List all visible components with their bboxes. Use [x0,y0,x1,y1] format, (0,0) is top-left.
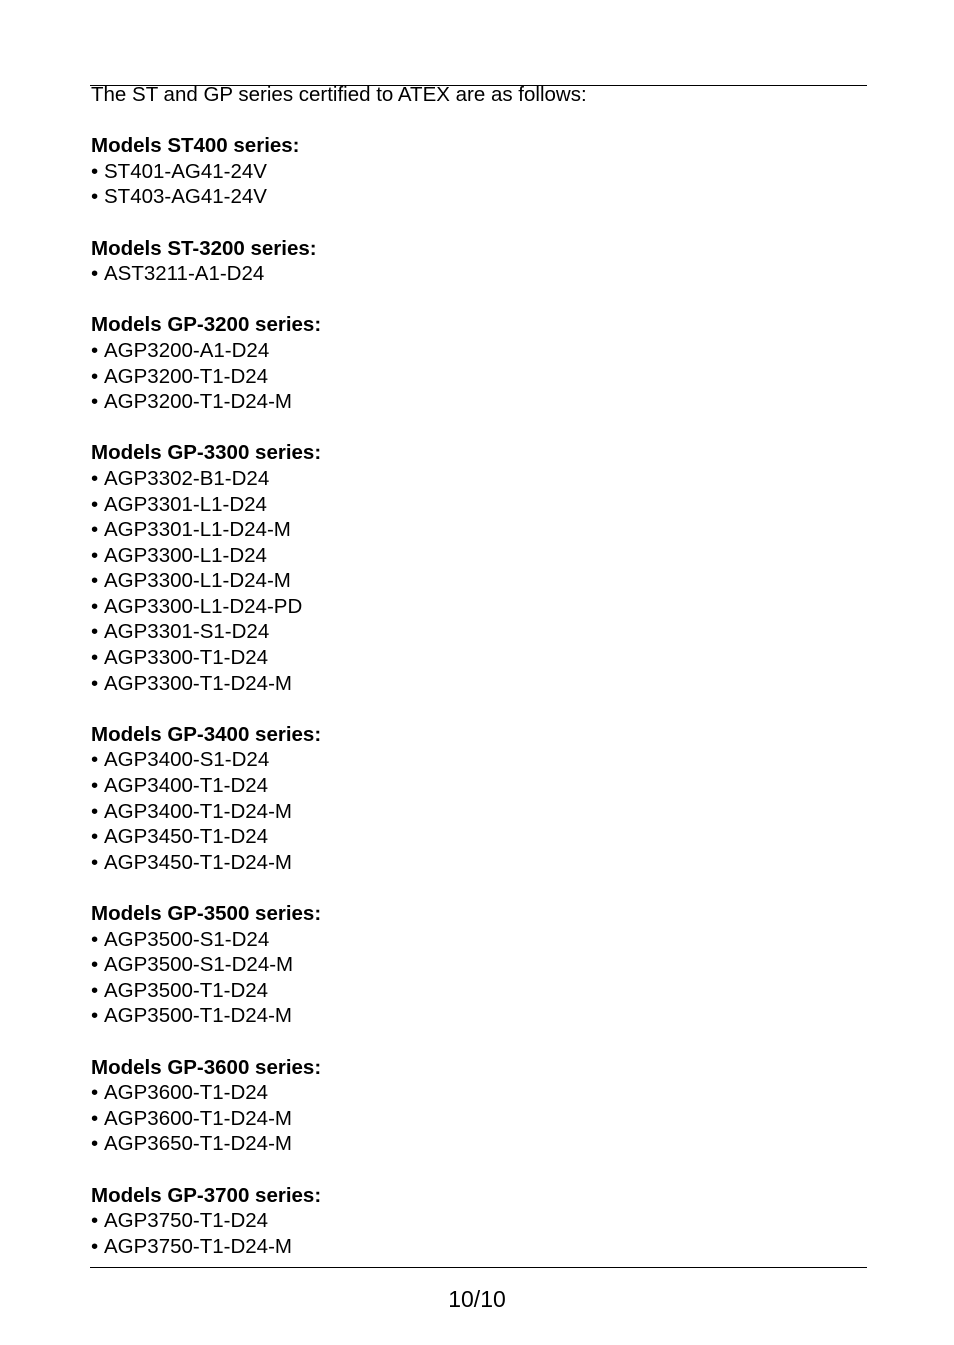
model-name: AGP3301-S1-D24 [104,620,270,644]
model-name: AGP3300-L1-D24-M [104,569,291,593]
model-name: AGP3500-T1-D24 [104,978,269,1002]
model-name: AGP3300-L1-D24-PD [104,594,303,618]
model-name: ST401-AG41-24V [104,159,267,183]
model-item [91,338,861,364]
bullet-icon: • [91,466,99,490]
model-item [91,1208,861,1234]
bullet-icon: • [91,671,99,695]
model-list [91,338,861,415]
section-heading: Models GP-3400 series: [91,722,322,746]
model-name: AGP3400-T1-D24 [104,774,269,798]
section-heading: Models ST400 series: [91,134,300,158]
model-name: AGP3400-S1-D24 [104,748,270,772]
model-name: AGP3200-A1-D24 [104,338,270,362]
model-item [91,261,861,287]
model-item [91,747,861,773]
model-item [91,466,861,492]
section-heading: Models ST-3200 series: [91,236,317,260]
model-item [91,645,861,671]
bullet-icon: • [91,748,99,772]
bullet-icon: • [91,1234,99,1258]
model-list [91,159,861,210]
model-section [91,312,861,414]
model-sections [91,133,861,1259]
bullet-icon: • [91,953,99,977]
model-item [91,568,861,594]
model-name: AGP3302-B1-D24 [104,466,270,490]
bullet-icon: • [91,1132,99,1156]
bullet-icon: • [91,185,99,209]
intro-text: The ST and GP series certified to ATEX are as follows: [91,83,587,106]
model-name: AGP3450-T1-D24 [104,825,269,849]
bullet-icon: • [91,1081,99,1105]
model-item [91,671,861,697]
bullet-icon: • [91,262,99,286]
bullet-icon: • [91,518,99,542]
model-section [91,722,861,876]
model-section [91,133,861,210]
model-item [91,824,861,850]
bullet-icon: • [91,338,99,362]
bullet-icon: • [91,594,99,618]
footer-rule [90,1267,867,1268]
model-list [91,261,861,287]
model-item [91,492,861,518]
model-item [91,799,861,825]
model-section [91,901,861,1029]
model-name: AGP3200-T1-D24 [104,364,269,388]
section-heading: Models GP-3300 series: [91,441,322,465]
model-name: AGP3650-T1-D24-M [104,1132,292,1156]
model-item [91,978,861,1004]
model-name: AGP3400-T1-D24-M [104,799,292,823]
model-name: AGP3300-T1-D24 [104,646,269,670]
model-name: AGP3600-T1-D24-M [104,1106,292,1130]
model-name: ST403-AG41-24V [104,185,267,209]
model-list [91,1080,861,1157]
model-list [91,927,861,1029]
model-item [91,1106,861,1132]
bullet-icon: • [91,543,99,567]
model-name: AGP3500-S1-D24-M [104,953,294,977]
model-name: AGP3200-T1-D24-M [104,390,292,414]
model-item [91,184,861,210]
bullet-icon: • [91,774,99,798]
model-item [91,952,861,978]
model-name: AGP3750-T1-D24-M [104,1234,292,1258]
model-item [91,543,861,569]
section-heading: Models GP-3500 series: [91,902,322,925]
section-heading: Models GP-3600 series: [91,1055,322,1079]
bullet-icon: • [91,159,99,183]
model-name: AGP3750-T1-D24 [104,1209,269,1233]
model-item [91,159,861,185]
bullet-icon: • [91,364,99,388]
bullet-icon: • [91,1209,99,1233]
model-list [91,747,861,875]
bullet-icon: • [91,799,99,823]
bullet-icon: • [91,927,99,951]
model-section [91,236,861,287]
bullet-icon: • [91,1106,99,1130]
model-name: AGP3500-T1-D24-M [104,1004,292,1028]
page-number: 10/10 [448,1286,506,1312]
model-section [91,440,861,696]
document-body [91,82,861,1259]
model-name: AGP3450-T1-D24-M [104,850,292,874]
model-section [91,1055,861,1157]
model-name: AGP3500-S1-D24 [104,927,270,951]
model-list [91,1208,861,1259]
model-name: AGP3301-L1-D24 [104,492,267,516]
model-item [91,1234,861,1260]
bullet-icon: • [91,850,99,874]
model-item [91,927,861,953]
bullet-icon: • [91,978,99,1002]
model-item [91,1080,861,1106]
bullet-icon: • [91,1004,99,1028]
bullet-icon: • [91,390,99,414]
bullet-icon: • [91,569,99,593]
bullet-icon: • [91,825,99,849]
model-name: AGP3301-L1-D24-M [104,518,291,542]
bullet-icon: • [91,620,99,644]
model-name: AGP3600-T1-D24 [104,1081,269,1105]
model-item [91,517,861,543]
model-name: AST3211-A1-D24 [104,262,265,286]
section-heading: Models GP-3700 series: [91,1183,322,1207]
bullet-icon: • [91,492,99,516]
model-name: AGP3300-T1-D24-M [104,671,292,695]
model-list [91,466,861,696]
model-item [91,594,861,620]
model-item [91,1131,861,1157]
model-item [91,773,861,799]
model-section [91,1183,861,1260]
model-item [91,619,861,645]
model-item [91,850,861,876]
model-item [91,364,861,390]
model-name: AGP3300-L1-D24 [104,543,267,567]
section-heading: Models GP-3200 series: [91,313,322,337]
bullet-icon: • [91,646,99,670]
model-item [91,1003,861,1029]
model-item [91,389,861,415]
